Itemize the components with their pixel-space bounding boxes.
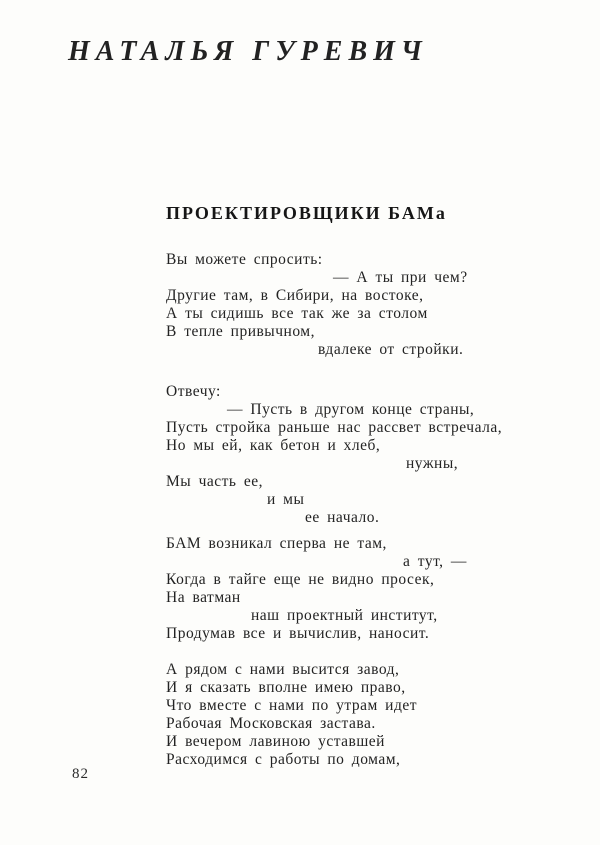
poem-line: — А ты при чем? [333,269,468,286]
poem-line: И я сказать вполне имею право, [166,679,406,696]
poem-line: Расходимся с работы по домам, [166,751,401,768]
stanza-3 [166,535,566,643]
poem-line: Рабочая Московская застава. [166,715,376,732]
poem-line: На ватман [166,589,241,606]
poem-line: Пусть стройка раньше нас рассвет встречала, [166,419,503,436]
poem-line: ее начало. [305,509,380,526]
stanza-2 [166,383,566,527]
poem-line: Продумав все и вычислив, наносит. [166,625,430,642]
poem-line: а тут, — [403,553,467,570]
poem-line: Другие там, в Сибири, на востоке, [166,287,424,304]
poem-line: БАМ возникал сперва не там, [166,535,387,552]
poem-line: вдалеке от стройки. [318,341,464,358]
author-name: НАТАЛЬЯ ГУРЕВИЧ [68,36,428,67]
poem-line: Но мы ей, как бетон и хлеб, [166,437,381,454]
poem-line: И вечером лавиною уставшей [166,733,385,750]
poem-line: Когда в тайге еще не видно просек, [166,571,435,588]
poem-line: А рядом с нами высится завод, [166,661,400,678]
poem-line: нужны, [406,455,459,472]
poem-line: — Пусть в другом конце страны, [227,401,475,418]
poem-line: Мы часть ее, [166,473,263,490]
poem-line: А ты сидишь все так же за столом [166,305,428,322]
poem-line: В тепле привычном, [166,323,315,340]
poem-line: Отвечу: [166,383,221,400]
stanza-4 [166,661,566,769]
poem-line: наш проектный институт, [251,607,438,624]
poem-line: Вы можете спросить: [166,251,323,268]
stanza-1 [166,251,566,359]
poem-line: и мы [267,491,305,508]
poem-line: Что вместе с нами по утрам идет [166,697,417,714]
poem-title: ПРОЕКТИРОВЩИКИ БАМа [166,203,447,223]
page-number: 82 [72,766,89,782]
